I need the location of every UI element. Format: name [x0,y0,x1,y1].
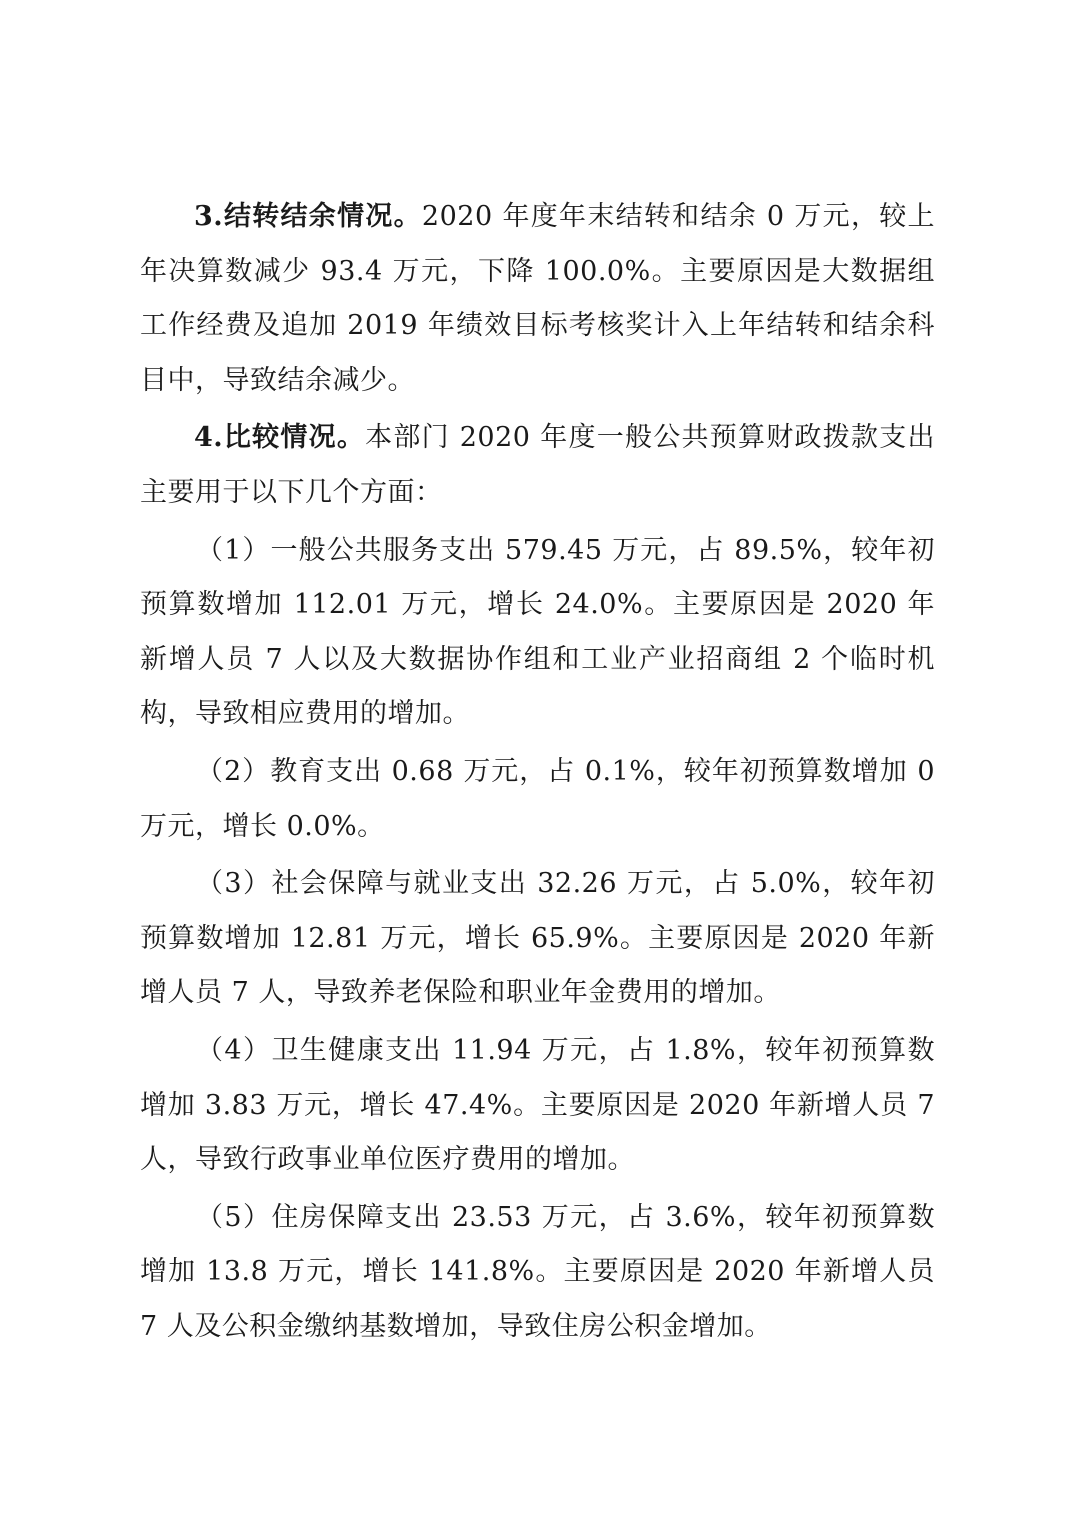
paragraph-heading: 3.结转结余情况。 [194,201,422,232]
paragraph-carryover-balance [140,190,935,408]
list-item-education [140,745,935,854]
paragraph-text: （4）卫生健康支出 11.94 万元，占 1.8%，较年初预算数增加 3.83 万元，增长 47.4%。主要原因是 2020 年新增人员 7 人，导致行政事业单位医疗费用的增加。 [140,1034,935,1176]
paragraph-comparison [140,411,935,520]
paragraph-heading: 4.比较情况。 [194,422,366,454]
paragraph-text: （2）教育支出 0.68 万元，占 0.1%，较年初预算数增加 0 万元，增长 0.0%。 [140,755,935,842]
paragraph-text: （3）社会保障与就业支出 32.26 万元，占 5.0%，较年初预算数增加 12.81 万元，增长 65.9%。主要原因是 2020 年新增人员 7 人，导致养老保险和职业年金费用的增加。 [140,868,935,1009]
paragraph-text: （5）住房保障支出 23.53 万元，占 3.6%，较年初预算数增加 13.8 万元，增长 141.8%。主要原因是 2020 年新增人员 7 人及公积金缴纳基数增加，导致住房公积金增加。 [140,1201,935,1342]
list-item-general-public-services [140,524,935,742]
paragraph-text: 2020 年度年末结转和结余 0 万元，较上年决算数减少 93.4 万元，下降 100.0%。主要原因是大数据组工作经费及追加 2019 年绩效目标考核奖计入上年结转和结余科目中，导致结余减少。 [140,201,936,396]
list-item-health [140,1024,935,1188]
list-item-social-security [140,857,935,1021]
list-item-housing [140,1191,935,1355]
paragraph-text: （1）一般公共服务支出 579.45 万元，占 89.5%，较年初预算数增加 112.01 万元，增长 24.0%。主要原因是 2020 年新增人员 7 人以及大数据协作组和工业产业招商组 2 个临时机构，导致相应费用的增加。 [140,534,935,730]
document-body [140,190,935,1357]
paragraph-text: 本部门 2020 年度一般公共预算财政拨款支出主要用于以下几个方面： [140,422,935,508]
